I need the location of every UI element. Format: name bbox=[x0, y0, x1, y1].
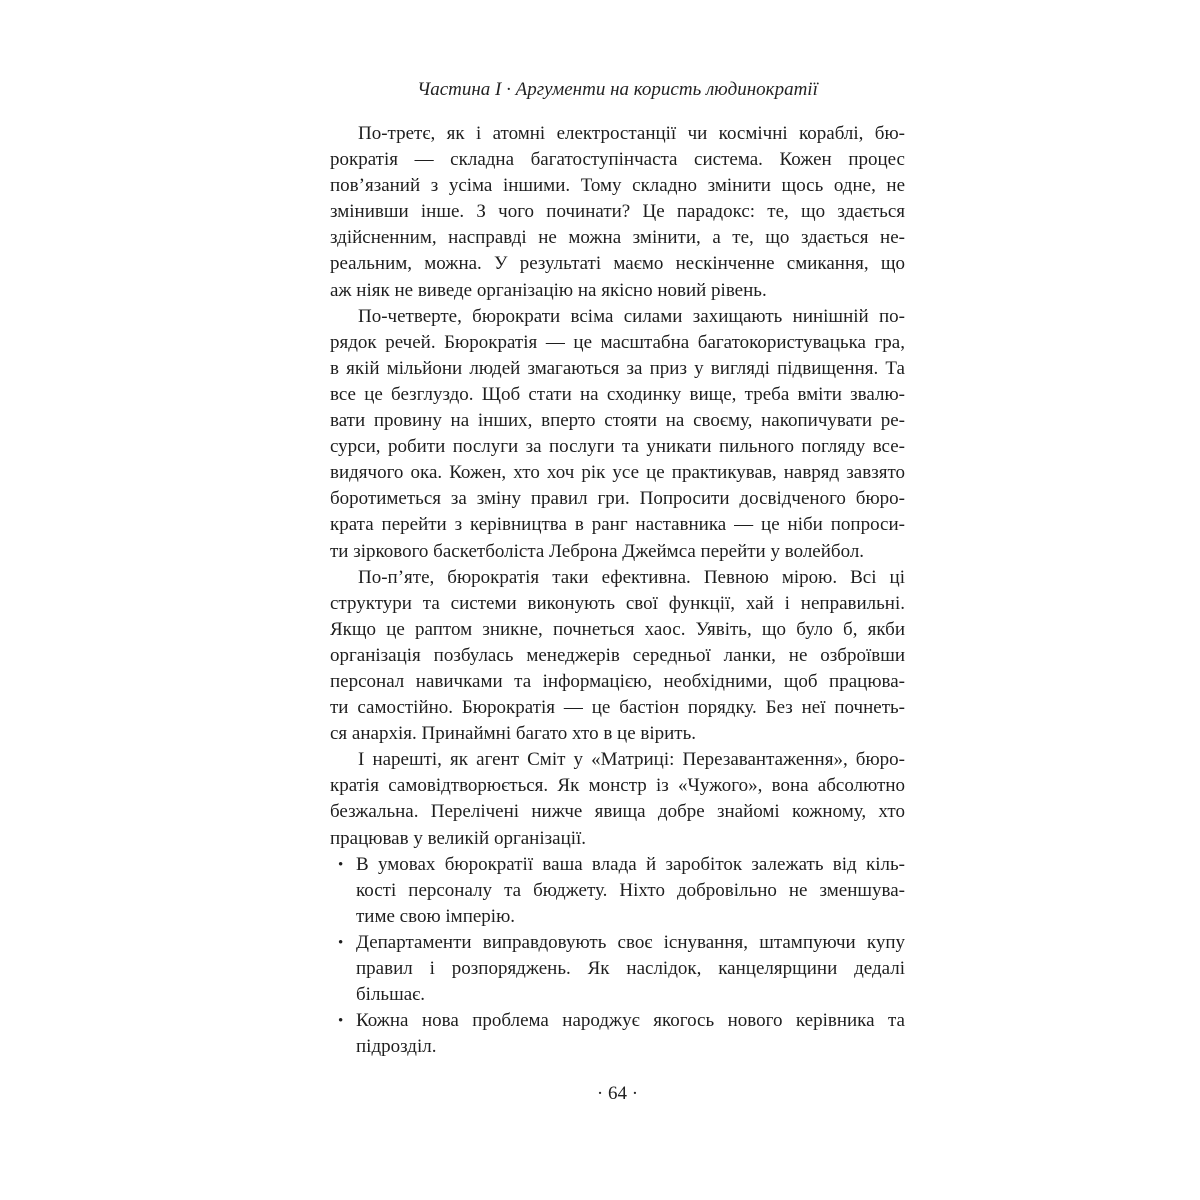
text-line: тиме свою імперію. bbox=[356, 905, 516, 927]
text-block bbox=[330, 121, 905, 1060]
text-line: структури та системи виконують свої функції, хай і неправильні. bbox=[330, 592, 905, 614]
text-line: Кожна нова проблема народжує якогось нового керівника та bbox=[356, 1010, 905, 1032]
text-line: організація позбулась менеджерів середньої ланки, не озброївши bbox=[330, 644, 905, 666]
text-line: аж ніяк не виведе організацію на якісно новий рівень. bbox=[330, 279, 767, 301]
bullet-item bbox=[330, 852, 905, 930]
text-line: рядок речей. Бюрократія — це масштабна багатокористувацька гра, bbox=[330, 331, 905, 353]
text-line: персонал навичками та інформацією, необхідними, щоб працюва- bbox=[330, 670, 905, 692]
paragraph bbox=[330, 304, 905, 565]
text-line: видячого ока. Кожен, хто хоч рік усе це практикував, навряд завзято bbox=[330, 462, 905, 484]
text-line: ти зіркового баскетболіста Леброна Джеймса перейти у волейбол. bbox=[330, 540, 865, 562]
text-line: І нарешті, як агент Сміт у «Матриці: Перезавантаження», бюро- bbox=[358, 749, 905, 771]
text-line: рократія — складна багатоступінчаста система. Кожен процес bbox=[330, 149, 905, 171]
text-line: В умовах бюрократії ваша влада й заробіток залежать від кіль- bbox=[356, 853, 905, 875]
bullet-text bbox=[356, 930, 905, 1008]
text-line: реальним, можна. У результаті маємо нескінченне смикання, що bbox=[330, 253, 905, 275]
bullet-text bbox=[356, 852, 905, 930]
text-line: крата перейти з керівництва в ранг наставника — це ніби попроси- bbox=[330, 514, 905, 536]
text-line: безжальна. Перелічені нижче явища добре знайомі кожному, хто bbox=[330, 801, 905, 823]
text-line: кості персоналу та бюджету. Ніхто добровільно не зменшува- bbox=[356, 879, 905, 901]
text-line: боротиметься за зміну правил гри. Попросити досвідченого бюро- bbox=[330, 488, 905, 510]
text-line: здійсненним, насправді не можна змінити, а те, що здається не- bbox=[330, 227, 905, 249]
bullet-marker-icon: • bbox=[338, 934, 344, 951]
text-line: По-четверте, бюрократи всіма силами захищають нинішній по- bbox=[358, 305, 905, 327]
bullet-marker-icon: • bbox=[338, 1013, 344, 1030]
page-number: · 64 · bbox=[596, 1083, 639, 1104]
paragraph bbox=[330, 565, 905, 748]
text-line: змінивши інше. З чого починати? Це парадокс: те, що здається bbox=[330, 201, 905, 223]
text-line: По-третє, як і атомні електростанції чи космічні кораблі, бю- bbox=[358, 123, 905, 144]
text-line: пов’язаний з усіма іншими. Тому складно змінити щось одне, не bbox=[330, 175, 905, 197]
text-line: Якщо це раптом зникне, почнеться хаос. Уявіть, що було б, якби bbox=[330, 618, 905, 640]
text-line: все це безглуздо. Щоб стати на сходинку вище, треба вміти звалю- bbox=[330, 383, 905, 405]
paragraph bbox=[330, 747, 905, 851]
running-header: Частина I · Аргументи на користь людинократії bbox=[417, 79, 818, 100]
text-line: більшає. bbox=[356, 984, 426, 1006]
text-line: Департаменти виправдовують своє існування, штампуючи купу bbox=[356, 931, 905, 953]
text-line: По-п’яте, бюрократія таки ефективна. Певною мірою. Всі ці bbox=[358, 566, 905, 588]
text-line: в якій мільйони людей змагаються за приз у вигляді підвищення. Та bbox=[330, 357, 905, 379]
bullet-item bbox=[330, 1008, 905, 1060]
bullet-text bbox=[356, 1008, 905, 1060]
text-line: правил і розпоряджень. Як наслідок, канцелярщини дедалі bbox=[356, 958, 905, 979]
bullet-marker-icon: • bbox=[338, 856, 344, 873]
text-line: ти самостійно. Бюрократія — це бастіон порядку. Без неї почнеть- bbox=[330, 697, 905, 719]
text-line: підрозділ. bbox=[356, 1036, 437, 1058]
paragraph bbox=[330, 121, 905, 304]
bullet-item bbox=[330, 930, 905, 1008]
text-line: працював у великій організації. bbox=[330, 827, 587, 849]
text-line: кратія самовідтворюється. Як монстр із «Чужого», вона абсолютно bbox=[330, 775, 905, 797]
text-line: сурси, робити послуги за послуги та уникати пильного погляду все- bbox=[330, 436, 905, 458]
text-line: ся анархія. Принаймні багато хто в це вірить. bbox=[330, 723, 697, 745]
text-line: вати провину на інших, вперто стояти на своєму, накопичувати ре- bbox=[330, 410, 905, 432]
